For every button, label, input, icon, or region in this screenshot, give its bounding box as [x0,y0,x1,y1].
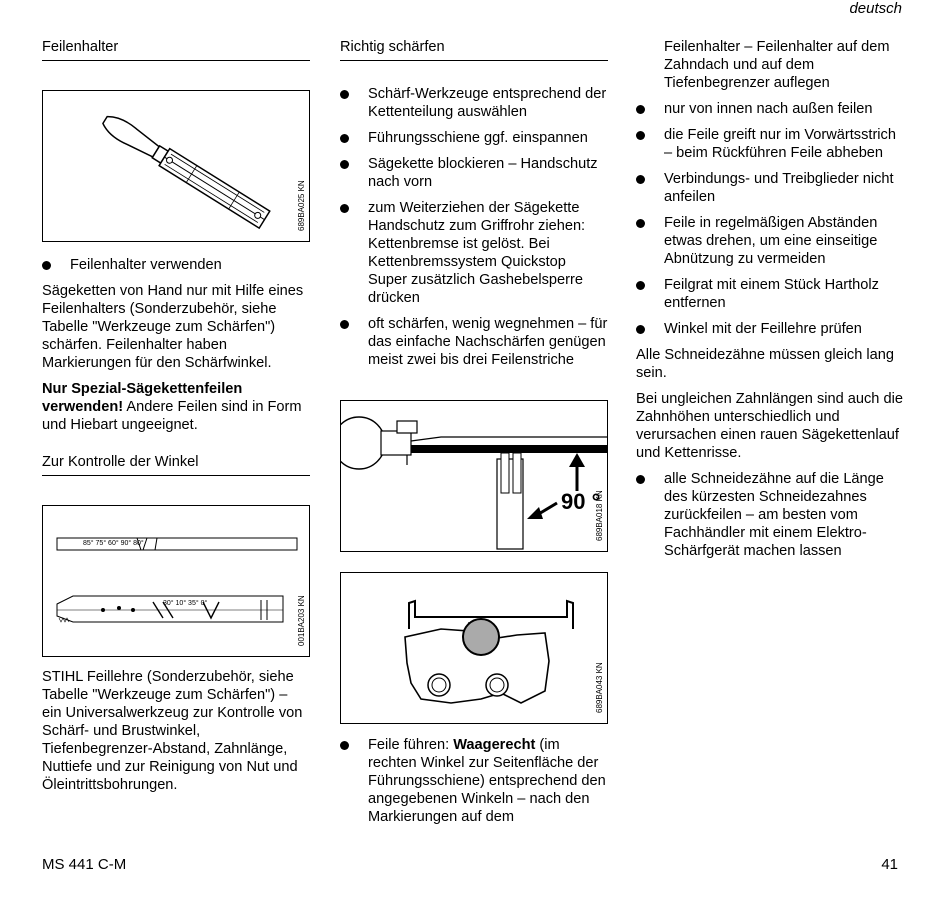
file-gauge-illustration [43,506,309,656]
section-heading-feilenhalter: Feilenhalter [42,38,310,61]
middle-column [340,38,608,61]
bullet-item: oft schärfen, wenig wegnehmen – für das einfache Nachschärfen genügen meist zwei bis drei Feilenstriche [340,315,608,369]
bullet-item: die Feile greift nur im Vorwärtsstrich – beim Rückführen Feile abheben [636,126,904,162]
middle-last-bullet [340,736,608,826]
figure-code: 689BA018 KN [595,490,604,541]
figure-file-gauge [42,505,310,657]
bullet-pre-text: Feile führen: [368,737,454,753]
middle-bullets [340,85,608,369]
figure-code: 001BA203 KN [297,595,306,646]
paragraph-saegeketten: Sägeketten von Hand nur mit Hilfe eines Feilenhalters (Sonderzubehör, siehe Tabelle "Werkzeuge zum Schärfen") schärfen. Feilenhalter haben Markierungen für den Schärfwinkel. [42,283,304,371]
bullet-feile-fuehren [340,736,608,826]
left-column-2 [42,453,310,476]
bullet-item: Feilgrat mit einem Stück Hartholz entfernen [636,276,904,312]
paragraph-schneidezaehne: Alle Schneidezähne müssen gleich lang sein. [636,347,894,381]
bullet-item: Sägekette blockieren – Handschutz nach vorn [340,155,608,191]
left-column [42,38,310,61]
bullet-item: Führungsschiene ggf. einspannen [340,129,608,147]
gauge-bottom-labels: 30° 10° 35° 0° [163,600,208,607]
bullet-item: Feile in regelmäßigen Abständen etwas drehen, um eine einseitige Abnützung zu vermeiden [636,214,904,268]
figure-chain-tooth [340,572,608,724]
gauge-top-labels: 85° 75° 60° 90° 80° [83,540,144,547]
paragraph-feillehre: STIHL Feillehre (Sonderzubehör, siehe Tabelle "Werkzeuge zum Schärfen") – ein Universalwerkzeug zur Kontrolle von Schärf- und Brustwinkel, Tiefenbegrenzer-Abstand, Zahnlänge, Nuttiefe und zur Reinigung von Nut und Öleintrittsbohrungen. [42,669,303,793]
bullet-bold-text: Waagerecht [453,737,536,753]
warning-rest-text: Andere Feilen sind in Form und Hiebart ungeeignet. [42,399,302,433]
bullet-feilenhalter-verwenden: Feilenhalter verwenden [42,256,310,274]
bullet-item: nur von innen nach außen feilen [636,100,904,118]
warning-bold-text: Nur Spezial-Sägekettenfeilen verwenden! [42,381,243,415]
paragraph-spezialfeilen [42,380,310,434]
paragraph-zahnlaengen: Bei ungleichen Zahnlängen sind auch die Zahnhöhen unterschiedlich und verursachen einen rauen Sägekettenlauf und Kettenrisse. [636,391,903,461]
figure-code: 689BA025 KN [297,180,306,231]
language-label: deutsch [849,0,902,17]
footer-model: MS 441 C-M [42,856,127,873]
bullet-item: Verbindungs- und Treibglieder nicht anfeilen [636,170,904,206]
bullet-item: Schärf-Werkzeuge entsprechend der Kettenteilung auswählen [340,85,608,121]
continuation-text: Feilenhalter – Feilenhalter auf dem Zahndach und auf dem Tiefenbegrenzer auflegen [664,39,890,91]
bullet-post-text: (im rechten Winkel zur Seitenfläche der Führungsschiene) entsprechend den angegebenen Winkeln – nach den Markierungen auf dem [368,737,606,825]
bullet-item: Winkel mit der Feillehre prüfen [636,320,904,338]
angle-90-label: 90 ° [561,489,601,514]
left-text-block [42,256,310,434]
figure-90-degree [340,400,608,552]
section-heading-richtig-schaerfen: Richtig schärfen [340,38,608,61]
figure-code: 689BA043 KN [595,662,604,713]
file-holder-illustration [43,91,309,241]
section-heading-winkel: Zur Kontrolle der Winkel [42,453,310,476]
chain-tooth-illustration [341,573,607,723]
left-text-block-2 [42,668,310,794]
bullet-zurueckfeilen: alle Schneidezähne auf die Länge des kürzesten Schneidezahnes zurückfeilen – am besten vom Fachhändler mit einem Elektro-Schärfgerät machen lassen [636,470,904,560]
right-column [636,38,904,560]
page-number: 41 [881,856,898,873]
filing-angle-illustration [341,401,607,551]
figure-file-holder [42,90,310,242]
bullet-item: zum Weiterziehen der Sägekette Handschutz zum Griffrohr ziehen: Kettenbremse ist gelöst. Bei Kettenbremssystem Quickstop Super zusätzlich Gashebelsperre drücken [340,199,608,307]
